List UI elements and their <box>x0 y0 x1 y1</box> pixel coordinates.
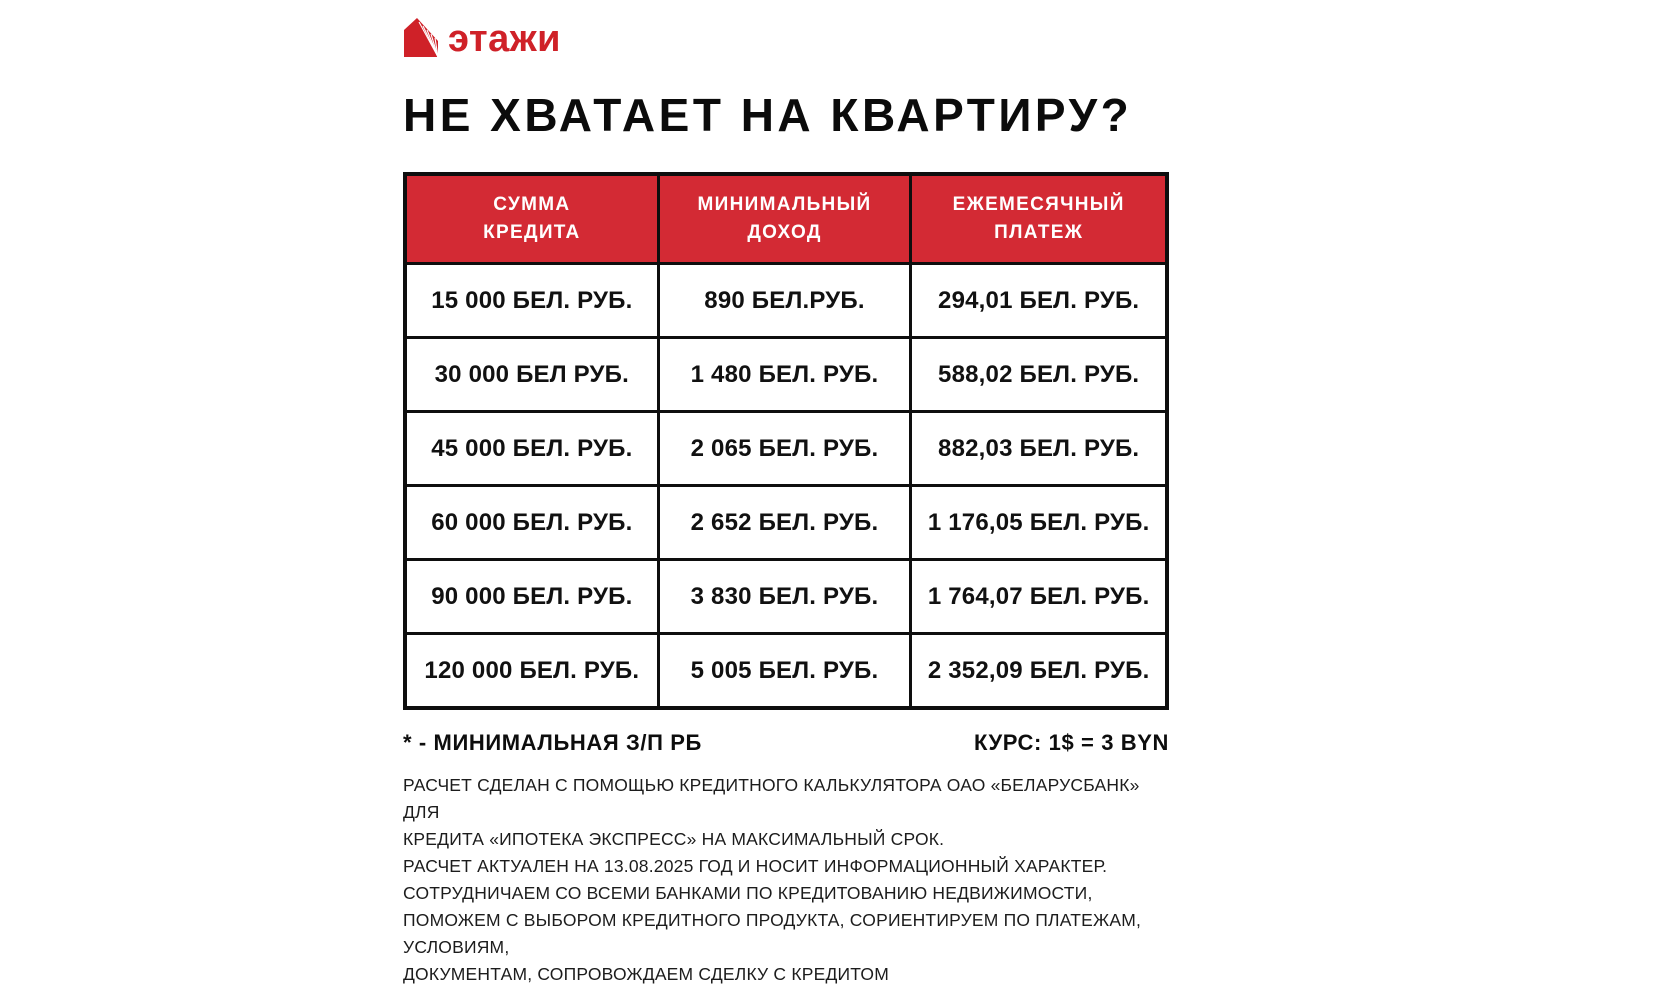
disclaimer-line: КРЕДИТА «ИПОТЕКА ЭКСПРЕСС» НА МАКСИМАЛЬНЫЙ СРОК. <box>403 829 945 849</box>
cell-monthly-payment: 1 176,05 БЕЛ. РУБ. <box>927 508 1150 536</box>
column-header-line: ПЛАТЕЖ <box>994 222 1084 243</box>
cell-credit-sum: 45 000 БЕЛ. РУБ. <box>407 413 660 484</box>
cell-monthly-payment: 1 764,07 БЕЛ. РУБ. <box>927 582 1150 610</box>
credit-table <box>403 172 1169 710</box>
disclaimer-line: СОТРУДНИЧАЕМ СО ВСЕМИ БАНКАМИ ПО КРЕДИТОВАНИЮ НЕДВИЖИМОСТИ, <box>403 883 1093 903</box>
disclaimer <box>403 772 1169 988</box>
cell-min-income: 890 БЕЛ.РУБ. <box>660 265 913 336</box>
footnote-exchange-rate: КУРС: 1$ = 3 BYN <box>973 730 1169 755</box>
table-row <box>407 336 1165 410</box>
disclaimer-line: РАСЧЕТ АКТУАЛЕН НА 13.08.2025 ГОД И НОСИТ ИНФОРМАЦИОННЫЙ ХАРАКТЕР. <box>403 856 1108 876</box>
cell-min-income: 1 480 БЕЛ. РУБ. <box>660 339 913 410</box>
cell-monthly-payment: 588,02 БЕЛ. РУБ. <box>938 360 1140 388</box>
column-header-line: МИНИМАЛЬНЫЙ <box>697 194 872 216</box>
column-header-line: КРЕДИТА <box>483 222 581 243</box>
brand-name: этажи <box>448 18 562 60</box>
cell-min-income: 2 065 БЕЛ. РУБ. <box>660 413 913 484</box>
column-header-line: ЕЖЕМЕСЯЧНЫЙ <box>952 194 1125 216</box>
column-header-min-income <box>660 176 913 262</box>
house-icon <box>403 18 439 58</box>
infographic <box>403 18 1169 988</box>
disclaimer-line: ПОМОЖЕМ С ВЫБОРОМ КРЕДИТНОГО ПРОДУКТА, СОРИЕНТИРУЕМ ПО ПЛАТЕЖАМ, <box>403 910 1142 930</box>
column-header-monthly-payment <box>912 176 1165 262</box>
table-row <box>407 262 1165 336</box>
cell-min-income: 2 652 БЕЛ. РУБ. <box>660 487 913 558</box>
cell-credit-sum: 30 000 БЕЛ РУБ. <box>407 339 660 410</box>
table-row <box>407 632 1165 706</box>
column-header-line: СУММА <box>493 194 571 216</box>
column-header-credit-sum <box>407 176 660 262</box>
brand-logo <box>403 18 1169 58</box>
cell-monthly-payment: 2 352,09 БЕЛ. РУБ. <box>927 656 1150 684</box>
table-row <box>407 410 1165 484</box>
cell-min-income: 3 830 БЕЛ. РУБ. <box>660 561 913 632</box>
table-row <box>407 558 1165 632</box>
column-header-line: ДОХОД <box>747 222 822 243</box>
table-header-row <box>407 176 1165 262</box>
cell-credit-sum: 90 000 БЕЛ. РУБ. <box>407 561 660 632</box>
footnote-min-salary: * - МИНИМАЛЬНАЯ З/П РБ <box>403 730 702 755</box>
page-title: НЕ ХВАТАЕТ НА КВАРТИРУ? <box>403 89 1133 141</box>
cell-credit-sum: 15 000 БЕЛ. РУБ. <box>407 265 660 336</box>
cell-credit-sum: 120 000 БЕЛ. РУБ. <box>407 635 660 706</box>
footnote-row <box>403 730 1169 756</box>
cell-monthly-payment: 882,03 БЕЛ. РУБ. <box>938 434 1140 462</box>
cell-monthly-payment: 294,01 БЕЛ. РУБ. <box>938 286 1140 314</box>
cell-min-income: 5 005 БЕЛ. РУБ. <box>660 635 913 706</box>
disclaimer-line: ДОКУМЕНТАМ, СОПРОВОЖДАЕМ СДЕЛКУ С КРЕДИТОМ <box>403 964 889 984</box>
table-row <box>407 484 1165 558</box>
disclaimer-line: УСЛОВИЯМ, <box>403 937 510 957</box>
cell-credit-sum: 60 000 БЕЛ. РУБ. <box>407 487 660 558</box>
disclaimer-line: РАСЧЕТ СДЕЛАН С ПОМОЩЬЮ КРЕДИТНОГО КАЛЬКУЛЯТОРА ОАО «БЕЛАРУСБАНК» ДЛЯ <box>403 775 1140 822</box>
